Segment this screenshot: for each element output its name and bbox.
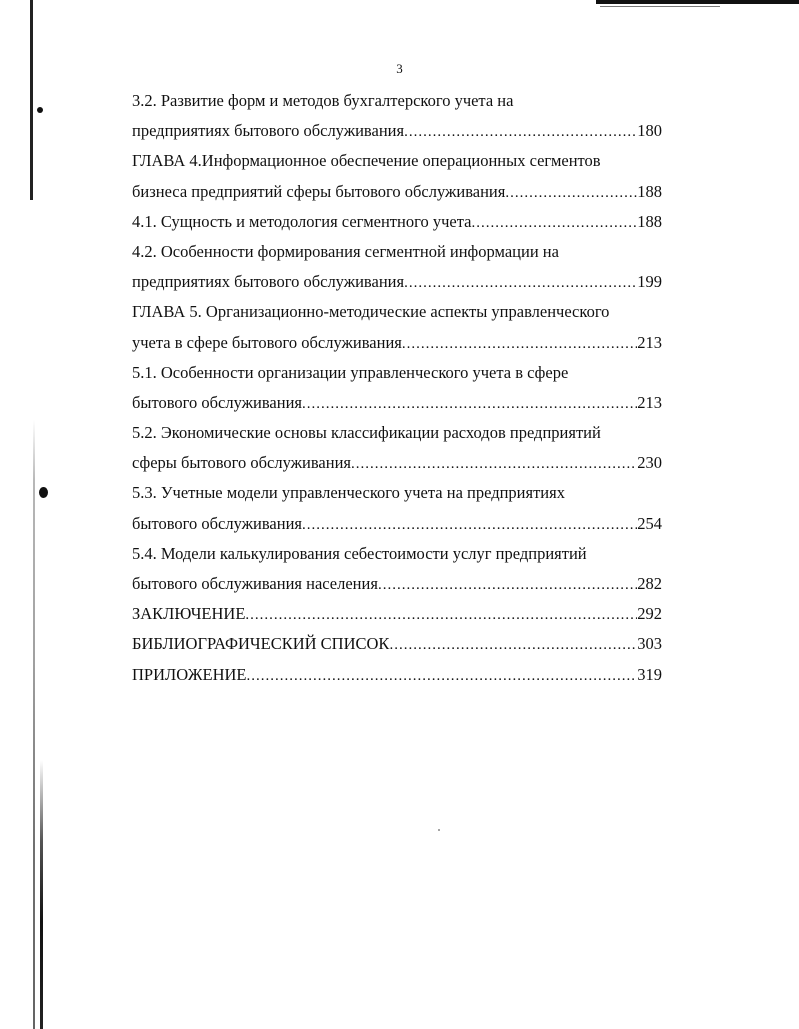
toc-line [132,237,662,267]
table-of-contents [132,86,662,690]
scan-top-mark [600,6,720,7]
toc-leader-dots [302,389,637,419]
toc-entry-text: ПРИЛОЖЕНИЕ [132,664,247,684]
toc-leader-dots [302,510,637,540]
toc-entry-text: ЗАКЛЮЧЕНИЕ [132,604,246,624]
toc-line [132,448,662,478]
toc-page-number: 303 [637,634,662,654]
toc-entry-text: 5.1. Особенности организации управленческого учета в сфере [132,362,569,382]
toc-line [132,86,662,116]
scan-top-mark [596,0,799,4]
scan-speck [37,107,43,113]
toc-line [132,267,662,297]
scan-speck [438,829,440,831]
toc-line [132,599,662,629]
toc-entry-text: бытового обслуживания [132,392,302,412]
toc-line [132,207,662,237]
toc-page-number: 213 [637,392,662,412]
scan-edge-mark [33,420,35,1029]
toc-leader-dots [471,208,637,238]
toc-line [132,539,662,569]
toc-line [132,478,662,508]
toc-entry-text: 4.2. Особенности формирования сегментной информации на [132,241,559,261]
toc-leader-dots [505,178,637,208]
toc-leader-dots [378,570,637,600]
toc-entry-text: учета в сфере бытового обслуживания [132,332,402,352]
toc-line [132,328,662,358]
scan-edge-mark [40,760,43,1029]
toc-line [132,116,662,146]
toc-leader-dots [404,268,637,298]
toc-entry-text: сферы бытового обслуживания [132,453,351,473]
toc-entry-text: 5.3. Учетные модели управленческого учета на предприятиях [132,483,565,503]
toc-line [132,629,662,659]
toc-page-number: 282 [637,574,662,593]
toc-page-number: 188 [637,181,662,201]
toc-entry-text: 5.4. Модели калькулирования себестоимости услуг предприятий [132,543,587,563]
toc-leader-dots [404,117,637,147]
toc-leader-dots [351,449,637,479]
toc-page-number: 199 [637,272,662,292]
toc-entry-text: ГЛАВА 5. Организационно-методические аспекты управленческого [132,302,610,322]
toc-entry-text: бытового обслуживания [132,513,302,533]
toc-entry-text: 4.1. Сущность и методология сегментного учета [132,211,472,231]
toc-entry-text: БИБЛИОГРАФИЧЕСКИЙ СПИСОК [132,634,390,654]
toc-line [132,388,662,418]
toc-leader-dots [389,630,637,660]
toc-page-number: 292 [637,604,662,624]
toc-page-number: 188 [637,211,662,231]
toc-entry-text: 3.2. Развитие форм и методов бухгалтерского учета на [132,91,514,110]
toc-line [132,569,662,599]
toc-entry-text: ГЛАВА 4.Информационное обеспечение операционных сегментов [132,151,601,171]
toc-line [132,660,662,690]
toc-page-number: 213 [637,332,662,352]
toc-line [132,146,662,176]
toc-page-number: 180 [637,121,662,141]
toc-line [132,418,662,448]
toc-line [132,177,662,207]
toc-leader-dots [245,600,637,630]
toc-leader-dots [246,661,637,691]
toc-page-number: 319 [637,664,662,684]
toc-entry-text: предприятиях бытового обслуживания [132,121,405,141]
toc-entry-text: предприятиях бытового обслуживания [132,272,405,292]
toc-leader-dots [402,329,637,359]
toc-line [132,509,662,539]
toc-page-number: 230 [637,453,662,473]
toc-entry-text: бытового обслуживания населения [132,574,378,593]
scan-speck [39,487,48,498]
toc-entry-text: бизнеса предприятий сферы бытового обслуживания [132,181,506,201]
page-number: 3 [396,61,403,76]
toc-page-number: 254 [637,513,662,533]
toc-line [132,297,662,327]
scan-edge-mark [30,0,33,200]
toc-entry-text: 5.2. Экономические основы классификации расходов предприятий [132,423,601,443]
toc-line [132,358,662,388]
